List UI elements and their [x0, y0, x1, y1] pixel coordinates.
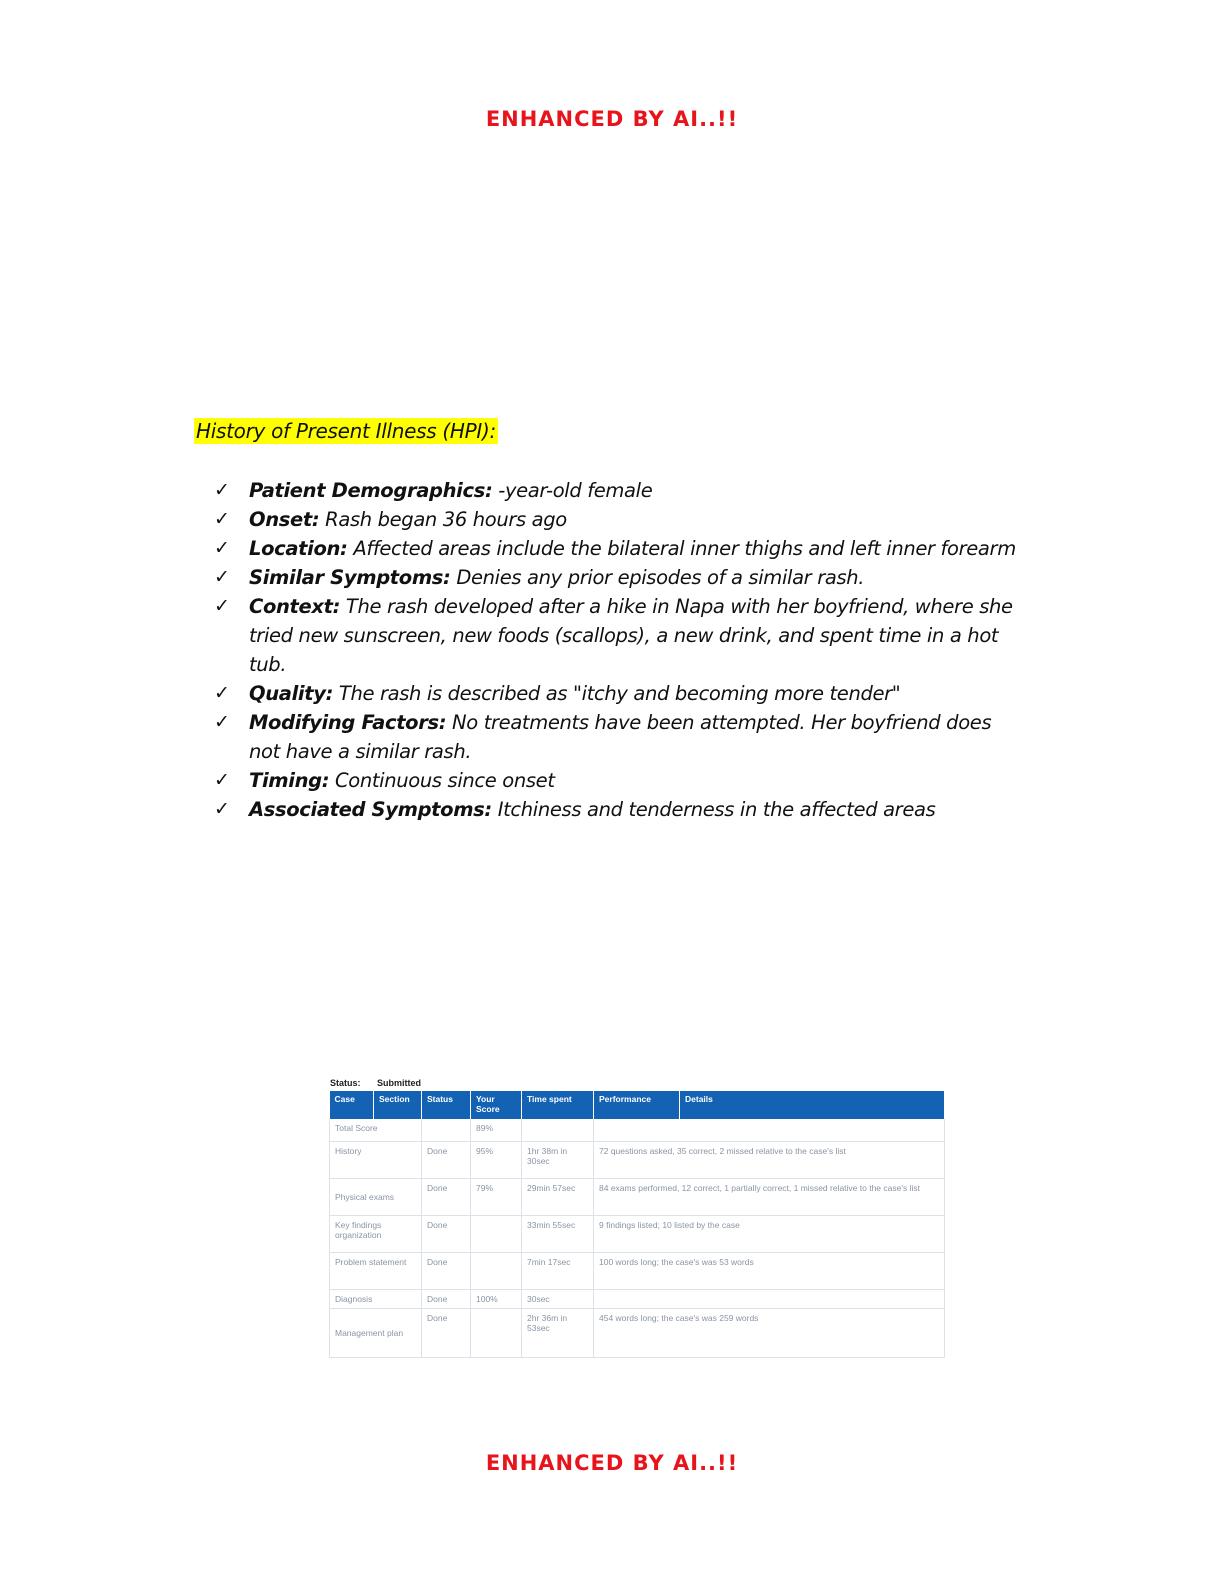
hpi-item-modifying-factors: ✓ Modifying Factors: No treatments have been attempted. Her boyfriend does not have a similar rash. — [212, 708, 1022, 766]
header-status: Status — [422, 1091, 471, 1119]
checkmark-icon: ✓ — [214, 769, 230, 791]
checkmark-icon: ✓ — [214, 682, 230, 704]
hpi-item-quality: ✓ Quality: The rash is described as "itchy and becoming more tender" — [212, 679, 1022, 708]
table-row: Problem statement Done 7min 17sec 100 words long; the case's was 53 words — [330, 1253, 945, 1290]
checkmark-icon: ✓ — [214, 537, 230, 559]
hpi-item-associated-symptoms: ✓ Associated Symptoms: Itchiness and tenderness in the affected areas — [212, 795, 1022, 824]
checkmark-icon: ✓ — [214, 479, 230, 501]
checkmark-icon: ✓ — [214, 711, 230, 733]
results-table — [329, 1091, 945, 1358]
header-section: Section — [374, 1091, 422, 1119]
hpi-heading: History of Present Illness (HPI): — [196, 419, 496, 443]
hpi-item-location: ✓ Location: Affected areas include the bilateral inner thighs and left inner forearm — [212, 534, 1022, 563]
table-row: Key findings organization Done 33min 55sec 9 findings listed; 10 listed by the case — [330, 1216, 945, 1253]
table-row: History Done 95% 1hr 38m in 30sec 72 questions asked, 35 correct, 2 missed relative to the case's list — [330, 1142, 945, 1179]
header-score: Your Score — [471, 1091, 522, 1119]
table-row: Total Score 89% — [330, 1119, 945, 1142]
status-label: Status: — [330, 1078, 361, 1088]
hpi-list — [212, 476, 1022, 824]
checkmark-icon: ✓ — [214, 508, 230, 530]
enhanced-banner-bottom: ENHANCED BY AI..!! — [485, 1451, 739, 1475]
enhanced-banner-top: ENHANCED BY AI..!! — [485, 107, 739, 131]
status-line — [330, 1078, 421, 1088]
hpi-item-context: ✓ Context: The rash developed after a hike in Napa with her boyfriend, where she tried new sunscreen, new foods (scallops), a new drink, and spent time in a hot tub. — [212, 592, 1022, 679]
table-row: Management plan Done 2hr 36m in 53sec 454 words long; the case's was 259 words — [330, 1309, 945, 1358]
checkmark-icon: ✓ — [214, 595, 230, 617]
hpi-item-demographics: ✓ Patient Demographics: -year-old female — [212, 476, 1022, 505]
hpi-item-onset: ✓ Onset: Rash began 36 hours ago — [212, 505, 1022, 534]
header-time: Time spent — [522, 1091, 594, 1119]
header-case: Case — [330, 1091, 374, 1119]
table-row: Diagnosis Done 100% 30sec — [330, 1290, 945, 1309]
status-value: Submitted — [377, 1078, 422, 1088]
checkmark-icon: ✓ — [214, 798, 230, 820]
table-header-row — [330, 1091, 945, 1119]
header-performance: Performance — [594, 1091, 680, 1119]
checkmark-icon: ✓ — [214, 566, 230, 588]
hpi-item-similar-symptoms: ✓ Similar Symptoms: Denies any prior episodes of a similar rash. — [212, 563, 1022, 592]
table-row: Physical exams Done 79% 29min 57sec 84 exams performed, 12 correct, 1 partially correct, 1 missed relative to the case's list — [330, 1179, 945, 1216]
hpi-item-timing: ✓ Timing: Continuous since onset — [212, 766, 1022, 795]
header-details: Details — [680, 1091, 945, 1119]
